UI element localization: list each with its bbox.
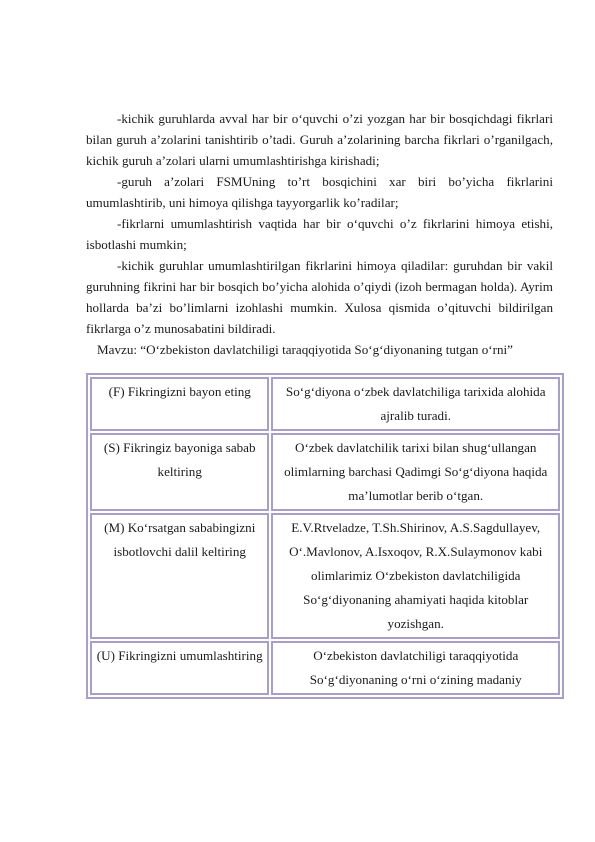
- paragraph: -fikrlarni umumlashtirish vaqtida har bir o‘quvchi o’z fikrlarini himoya etishi, isbotlashi mumkin;: [86, 216, 553, 252]
- document-body: [86, 108, 553, 360]
- step-cell: (S) Fikringiz bayoniga sabab keltiring: [90, 433, 269, 511]
- table-row: [90, 377, 560, 431]
- paragraph: -kichik guruhlar umumlashtirilgan fikrlarini himoya qiladilar: guruhdan bir vakil guruhning fikrini har bir bosqich bo’yicha alohida o’qiydi (izoh bermagan holda). Ayrim hollarda ba’zi bo’limlarni izohlashi mumkin. Xulosa qismida o’qituvchi bildirilgan fikrlarga o’z munosabatini bildiradi.: [86, 258, 553, 336]
- answer-cell: So‘g‘diyona o‘zbek davlatchiliga tarixida alohida ajralib turadi.: [271, 377, 560, 431]
- paragraph: -kichik guruhlarda avval har bir o‘quvchi o’zi yozgan har bir bosqichdagi fikrlari bilan guruh a’zolarini tanishtirib o’tadi. Guruh a’zolarining barcha fikrlari o’rganilgach, kichik guruh a’zolari ularni umumlashtirishga kirishadi;: [86, 111, 553, 168]
- step-cell: (M) Ko‘rsatgan sababingizni isbotlovchi dalil keltiring: [90, 513, 269, 639]
- paragraph: -guruh a’zolari FSMUning to’rt bosqichini xar biri bo’yicha fikrlarini umumlashtirib, uni himoya qilishga tayyorgarlik ko’radilar;: [86, 174, 553, 210]
- table-row: [90, 641, 560, 695]
- step-cell: (F) Fikringizni bayon eting: [90, 377, 269, 431]
- fsmu-table: [86, 373, 564, 699]
- answer-cell: E.V.Rtveladze, T.Sh.Shirinov, A.S.Sagdullayev, O‘.Mavlonov, A.Isxoqov, R.X.Sulaymonov kabi olimlarimiz O‘zbekiston davlatchiligida So‘g‘diyonaning ahamiyati haqida kitoblar yozishgan.: [271, 513, 560, 639]
- step-cell: (U) Fikringizni umumlashtiring: [90, 641, 269, 695]
- table-row: [90, 433, 560, 511]
- answer-cell: O‘zbekiston davlatchiligi taraqqiyotida So‘g‘diyonaning o‘rni o‘zining madaniy: [271, 641, 560, 695]
- topic-heading: Mavzu: “O‘zbekiston davlatchiligi taraqqiyotida So‘g‘diyonaning tutgan o‘rni”: [97, 342, 513, 357]
- table-row: [90, 513, 560, 639]
- answer-cell: O‘zbek davlatchilik tarixi bilan shug‘ullangan olimlarning barchasi Qadimgi So‘g‘diyona haqida ma’lumotlar berib o‘tgan.: [271, 433, 560, 511]
